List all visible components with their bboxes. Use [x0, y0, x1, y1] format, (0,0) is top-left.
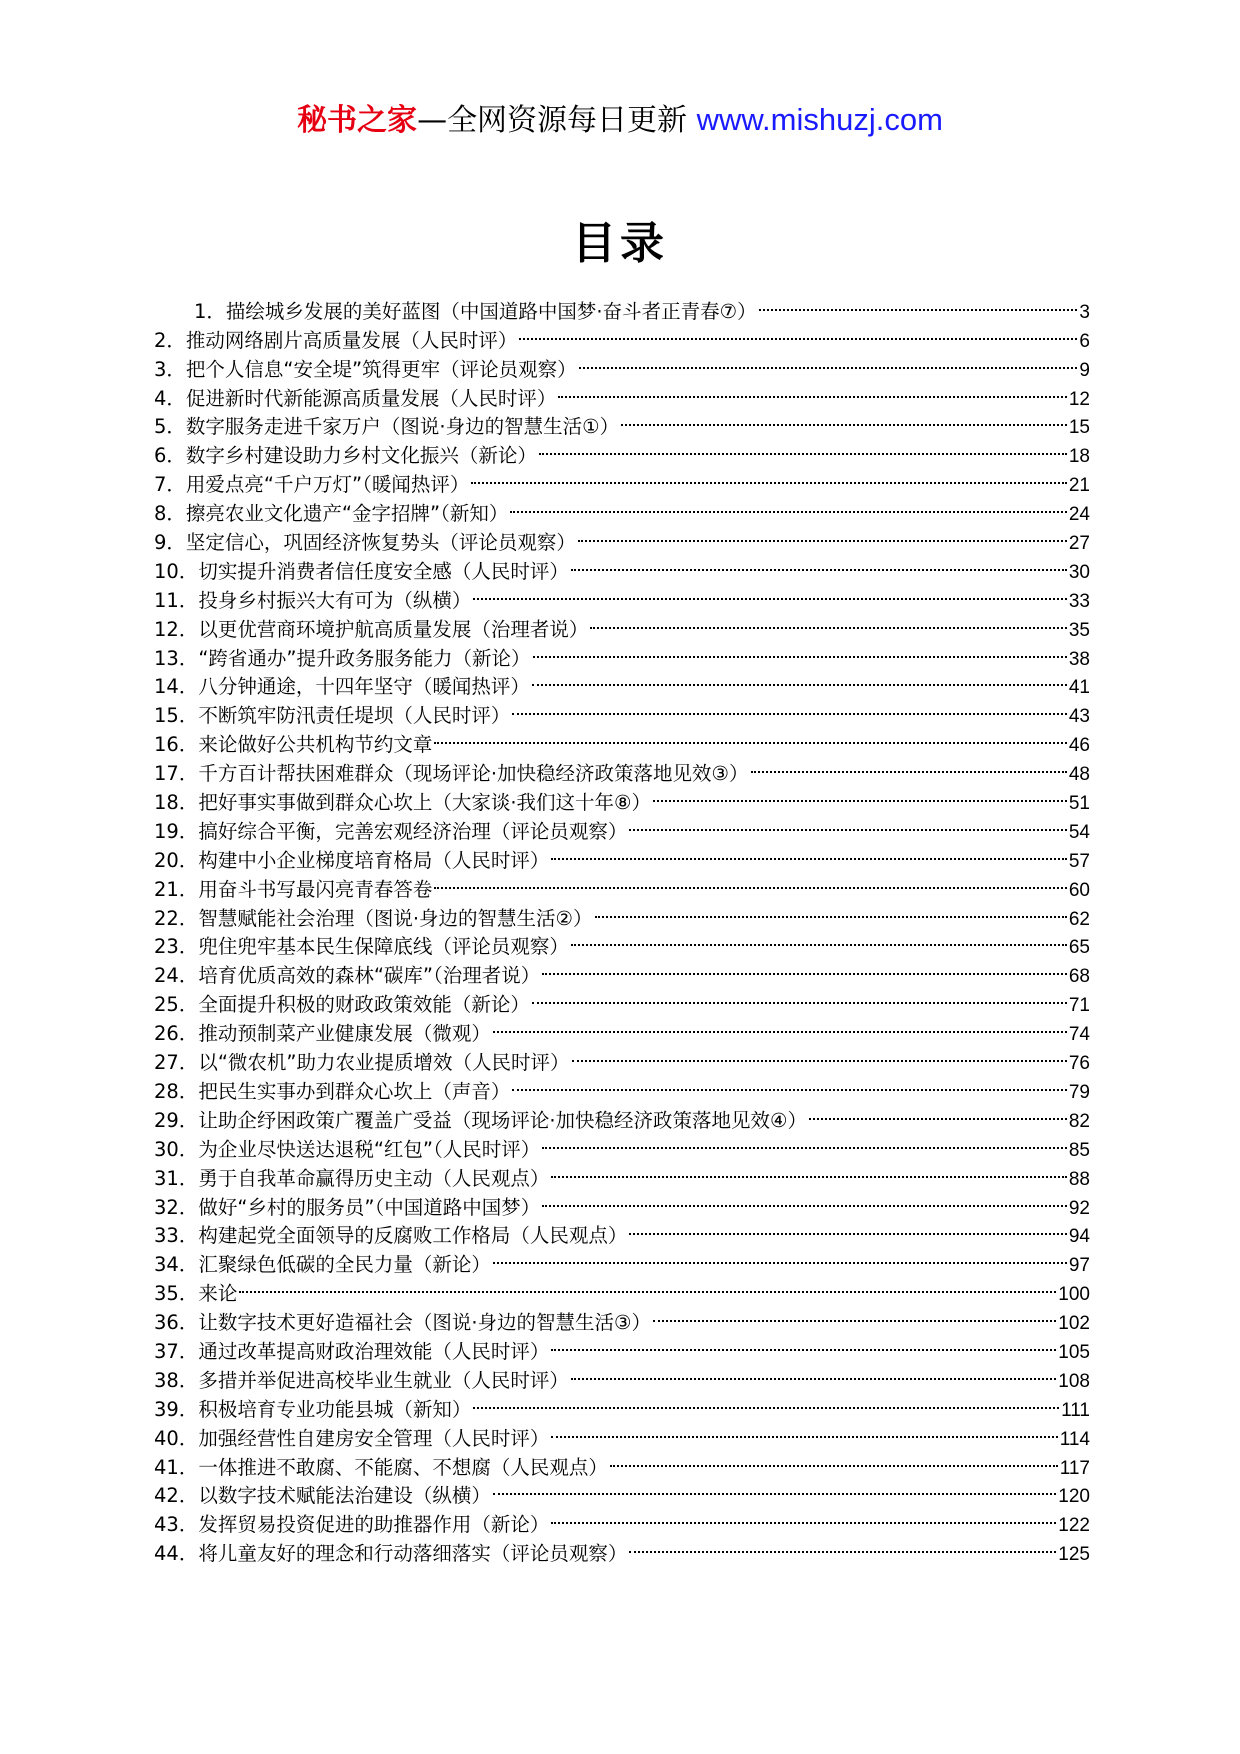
- toc-entry-number: 5．: [154, 415, 186, 439]
- toc-entry-number: 40．: [154, 1426, 199, 1450]
- toc-entry-number: 34．: [154, 1253, 199, 1277]
- toc-entry-page: 15: [1068, 417, 1090, 439]
- toc-entry-page: 57: [1068, 850, 1090, 872]
- toc-entry-page: 65: [1068, 937, 1090, 959]
- toc-entry-number: 17．: [154, 762, 199, 786]
- toc-dot-leader: [493, 1242, 1067, 1271]
- toc-entry-page: 71: [1068, 995, 1090, 1017]
- toc-entry-number: 26．: [154, 1022, 199, 1046]
- toc-entry-title: 切实提升消费者信任度安全感（人民时评）: [198, 559, 569, 583]
- toc-entry-number: 4．: [154, 386, 186, 410]
- toc-entry-title: 积极培育专业功能县城（新知）: [198, 1397, 472, 1421]
- toc-entry-page: 6: [1079, 330, 1090, 352]
- toc-dot-leader: [542, 953, 1067, 982]
- toc-dot-leader: [629, 1214, 1067, 1243]
- toc-entry-number: 32．: [154, 1195, 199, 1219]
- toc-entry-page: 51: [1068, 793, 1090, 815]
- toc-dot-leader: [571, 549, 1067, 578]
- toc-entry-title: 勇于自我革命赢得历史主动（人民观点）: [198, 1166, 550, 1190]
- toc-entry-page: 30: [1068, 561, 1090, 583]
- toc-entry-title: 以数字技术赋能法治建设（纵横）: [198, 1484, 491, 1508]
- toc-entry-page: 46: [1068, 735, 1090, 757]
- toc-entry-title: 将儿童友好的理念和行动落细落实（评论员观察）: [198, 1542, 628, 1566]
- toc-entry-number: 33．: [154, 1224, 199, 1248]
- toc-entry-page: 120: [1058, 1486, 1090, 1508]
- toc-entry-page: 117: [1059, 1457, 1090, 1479]
- toc-entry-number: 43．: [154, 1513, 199, 1537]
- toc-entry-page: 88: [1068, 1168, 1090, 1190]
- toc-entry-number: 35．: [154, 1282, 199, 1306]
- toc-dot-leader: [595, 896, 1067, 925]
- toc-entry-title: 构建起党全面领导的反腐败工作格局（人民观点）: [198, 1224, 628, 1248]
- toc-entry-title: 搞好综合平衡，完善宏观经济治理（评论员观察）: [198, 819, 628, 843]
- toc-entry-page: 9: [1079, 359, 1090, 381]
- toc-entry-page: 102: [1058, 1313, 1090, 1335]
- toc-dot-leader: [542, 1127, 1067, 1156]
- toc-entry-title: 来论: [198, 1282, 238, 1306]
- toc-dot-leader: [539, 433, 1067, 462]
- toc-entry-title: 兜住兜牢基本民生保障底线（评论员观察）: [198, 935, 569, 959]
- toc-entry-number: 21．: [154, 877, 199, 901]
- toc-entry-title: 以“微农机”助力农业提质增效（人民时评）: [198, 1051, 570, 1075]
- toc-entry-page: 94: [1068, 1226, 1090, 1248]
- toc-entry-page: 38: [1068, 648, 1090, 670]
- page-title: 目录: [572, 218, 668, 269]
- toc-entry-title: 为企业尽快送达退税“红包”（人民时评）: [198, 1137, 541, 1161]
- toc-entry-page: 48: [1068, 764, 1090, 786]
- toc-entry-number: 12．: [154, 617, 199, 641]
- toc-entry-number: 41．: [154, 1455, 199, 1479]
- toc-entry-number: 15．: [154, 704, 199, 728]
- toc-entry-number: 24．: [154, 964, 199, 988]
- toc-entry-title: “跨省通办”提升政务服务能力（新论）: [198, 646, 531, 670]
- toc-dot-leader: [551, 838, 1067, 867]
- toc-entry-title: 让助企纾困政策广覆盖广受益（现场评论·加快稳经济政策落地见效④）: [198, 1108, 808, 1132]
- toc-dot-leader: [571, 1358, 1056, 1387]
- toc-entry-number: 16．: [154, 733, 199, 757]
- toc-dot-leader: [571, 925, 1067, 954]
- toc-entry-number: 8．: [154, 502, 186, 526]
- toc-entry-title: 坚定信心，巩固经济恢复势头（评论员观察）: [185, 531, 576, 555]
- toc-dot-leader: [653, 1300, 1056, 1329]
- toc-entry-number: 25．: [154, 993, 199, 1017]
- toc-entry-number: 28．: [154, 1079, 199, 1103]
- toc-entry-page: 54: [1068, 821, 1090, 843]
- toc-entry-page: 18: [1068, 446, 1090, 468]
- toc-dot-leader: [759, 289, 1078, 318]
- toc-entry-number: 29．: [154, 1108, 199, 1132]
- toc-entry-title: 以更优营商环境护航高质量发展（治理者说）: [198, 617, 589, 641]
- toc-entry-number: 18．: [154, 791, 199, 815]
- toc-dot-leader: [542, 1185, 1067, 1214]
- toc-entry-number: 13．: [154, 646, 199, 670]
- toc-entry-number: 10．: [154, 559, 199, 583]
- toc-entry-number: 9．: [154, 531, 186, 555]
- toc-entry-number: 38．: [154, 1368, 199, 1392]
- toc-dot-leader: [532, 982, 1067, 1011]
- toc-entry-title: 一体推进不敢腐、不能腐、不想腐（人民观点）: [198, 1455, 608, 1479]
- toc-entry[interactable]: [154, 289, 1090, 323]
- toc-entry-number: 42．: [154, 1484, 199, 1508]
- toc-entry-number: 37．: [154, 1339, 199, 1363]
- toc-entry-page: 105: [1058, 1341, 1090, 1363]
- toc-entry-page: 21: [1068, 475, 1090, 497]
- toc-dot-leader: [493, 1011, 1067, 1040]
- toc-entry-page: 41: [1068, 677, 1090, 699]
- toc-entry-title: 八分钟通途，十四年坚守（暖闻热评）: [198, 675, 530, 699]
- toc-entry-title: 构建中小企业梯度培育格局（人民时评）: [198, 848, 550, 872]
- toc-dot-leader: [610, 1445, 1058, 1474]
- toc-entry-page: 82: [1068, 1110, 1090, 1132]
- toc-dot-leader: [239, 1271, 1056, 1300]
- toc-entry-number: 1．: [194, 299, 226, 323]
- toc-dot-leader: [510, 491, 1066, 520]
- toc-entry-title: 全面提升积极的财政政策效能（新论）: [198, 993, 530, 1017]
- toc-entry-title: 数字乡村建设助力乡村文化振兴（新论）: [185, 444, 537, 468]
- toc-dot-leader: [512, 693, 1067, 722]
- toc-entry[interactable]: [154, 1300, 1090, 1335]
- toc-entry-title: 把好事实事做到群众心坎上（大家谈·我们这十年⑧）: [198, 791, 652, 815]
- toc-dot-leader: [621, 405, 1067, 434]
- toc-entry-number: 44．: [154, 1542, 199, 1566]
- toc-entry-page: 24: [1068, 504, 1090, 526]
- toc-entry-page: 97: [1068, 1255, 1090, 1277]
- toc-entry-page: 92: [1068, 1197, 1090, 1219]
- toc-entry-number: 3．: [154, 357, 186, 381]
- toc-entry-page: 35: [1068, 619, 1090, 641]
- toc-entry-number: 19．: [154, 819, 199, 843]
- toc-entry-page: 43: [1068, 706, 1090, 728]
- banner-tagline: —全网资源每日更新: [417, 103, 697, 138]
- toc-entry-title: 让数字技术更好造福社会（图说·身边的智慧生活③）: [198, 1311, 652, 1335]
- toc-entry-title: 投身乡村振兴大有可为（纵横）: [198, 588, 472, 612]
- toc-entry-page: 79: [1068, 1081, 1090, 1103]
- toc-dot-leader: [578, 520, 1067, 549]
- toc-dot-leader: [473, 578, 1067, 607]
- toc-entry-title: 来论做好公共机构节约文章: [198, 733, 433, 757]
- toc-dot-leader: [434, 867, 1067, 896]
- toc-dot-leader: [579, 347, 1078, 376]
- toc-dot-leader: [653, 780, 1067, 809]
- toc-dot-leader: [533, 636, 1067, 665]
- toc-entry-page: 125: [1058, 1544, 1090, 1566]
- toc-entry-page: 76: [1068, 1053, 1090, 1075]
- toc-dot-leader: [558, 376, 1066, 405]
- toc-dot-leader: [629, 809, 1067, 838]
- toc-dot-leader: [493, 1474, 1056, 1503]
- toc-entry-page: 74: [1068, 1024, 1090, 1046]
- toc-dot-leader: [434, 722, 1067, 751]
- toc-dot-leader: [590, 607, 1067, 636]
- toc-entry-title: 多措并举促进高校毕业生就业（人民时评）: [198, 1368, 569, 1392]
- toc-entry-number: 31．: [154, 1166, 199, 1190]
- toc-entry-number: 2．: [154, 328, 186, 352]
- toc-entry-title: 擦亮农业文化遗产“金字招牌”（新知）: [185, 502, 509, 526]
- toc-entry-page: 85: [1068, 1139, 1090, 1161]
- toc-entry-number: 14．: [154, 675, 199, 699]
- toc-dot-leader: [551, 1502, 1056, 1531]
- toc-dot-leader: [551, 1156, 1067, 1185]
- toc-entry-title: 把个人信息“安全堤”筑得更牢（评论员观察）: [185, 357, 577, 381]
- toc-dot-leader: [629, 1531, 1056, 1560]
- toc-entry-number: 6．: [154, 444, 186, 468]
- toc-entry-page: 27: [1068, 533, 1090, 555]
- toc-entry-page: 108: [1058, 1370, 1090, 1392]
- toc-entry-title: 用奋斗书写最闪亮青春答卷: [198, 877, 433, 901]
- toc-entry-number: 36．: [154, 1311, 199, 1335]
- toc-entry-page: 122: [1058, 1515, 1090, 1537]
- toc-entry-page: 12: [1068, 388, 1090, 410]
- toc-entry-title: 描绘城乡发展的美好蓝图（中国道路中国梦·奋斗者正青春⑦）: [225, 299, 757, 323]
- toc-entry-number: 20．: [154, 848, 199, 872]
- toc-entry-page: 62: [1068, 908, 1090, 930]
- toc-entry-number: 11．: [154, 588, 199, 612]
- toc-entry-number: 23．: [154, 935, 199, 959]
- toc-entry-page: 111: [1061, 1399, 1090, 1421]
- toc-dot-leader: [512, 1069, 1067, 1098]
- toc-entry-page: 114: [1059, 1428, 1090, 1450]
- toc-entry-title: 智慧赋能社会治理（图说·身边的智慧生活②）: [198, 906, 593, 930]
- toc-dot-leader: [532, 665, 1067, 694]
- toc-entry-number: 27．: [154, 1051, 199, 1075]
- toc-entry-page: 3: [1079, 301, 1090, 323]
- site-url-link[interactable]: www.mishuzj.com: [696, 102, 943, 137]
- toc-entry-title: 推动网络剧片高质量发展（人民时评）: [185, 328, 518, 352]
- site-banner: [0, 100, 1240, 141]
- toc-entry-page: 33: [1068, 590, 1090, 612]
- toc-entry-title: 用爱点亮“千户万灯”（暖闻热评）: [185, 473, 470, 497]
- toc-entry-title: 数字服务走进千家万户（图说·身边的智慧生活①）: [185, 415, 620, 439]
- toc-entry-title: 把民生实事办到群众心坎上（声音）: [198, 1079, 511, 1103]
- toc-entry-title: 通过改革提高财政治理效能（人民时评）: [198, 1339, 550, 1363]
- toc-entry-title: 推动预制菜产业健康发展（微观）: [198, 1022, 491, 1046]
- toc-entry-title: 促进新时代新能源高质量发展（人民时评）: [185, 386, 557, 410]
- toc-entry-title: 发挥贸易投资促进的助推器作用（新论）: [198, 1513, 550, 1537]
- toc-entry-number: 22．: [154, 906, 199, 930]
- toc-dot-leader: [471, 462, 1066, 491]
- toc-entry-number: 30．: [154, 1137, 199, 1161]
- toc-entry-title: 千方百计帮扶困难群众（现场评论·加快稳经济政策落地见效③）: [198, 762, 749, 786]
- toc-entry-page: 60: [1068, 879, 1090, 901]
- toc-entry-number: 7．: [154, 473, 186, 497]
- toc-entry-page: 68: [1068, 966, 1090, 988]
- toc-dot-leader: [809, 1098, 1067, 1127]
- brand-name: 秘书之家: [297, 103, 418, 138]
- toc-entry-number: 39．: [154, 1397, 199, 1421]
- table-of-contents: [154, 289, 1090, 1566]
- toc-entry-title: 加强经营性自建房安全管理（人民时评）: [198, 1426, 550, 1450]
- toc-entry-title: 不断筑牢防汛责任堤坝（人民时评）: [198, 704, 511, 728]
- toc-dot-leader: [519, 318, 1077, 347]
- toc-dot-leader: [572, 1040, 1067, 1069]
- toc-entry-title: 培育优质高效的森林“碳库”（治理者说）: [198, 964, 541, 988]
- toc-dot-leader: [551, 1416, 1057, 1445]
- toc-entry[interactable]: [154, 1271, 1090, 1306]
- toc-dot-leader: [551, 1329, 1056, 1358]
- toc-entry-title: 做好“乡村的服务员”（中国道路中国梦）: [198, 1195, 541, 1219]
- toc-dot-leader: [751, 751, 1067, 780]
- toc-entry-page: 100: [1058, 1284, 1090, 1306]
- toc-entry-title: 汇聚绿色低碳的全民力量（新论）: [198, 1253, 491, 1277]
- toc-dot-leader: [473, 1387, 1059, 1416]
